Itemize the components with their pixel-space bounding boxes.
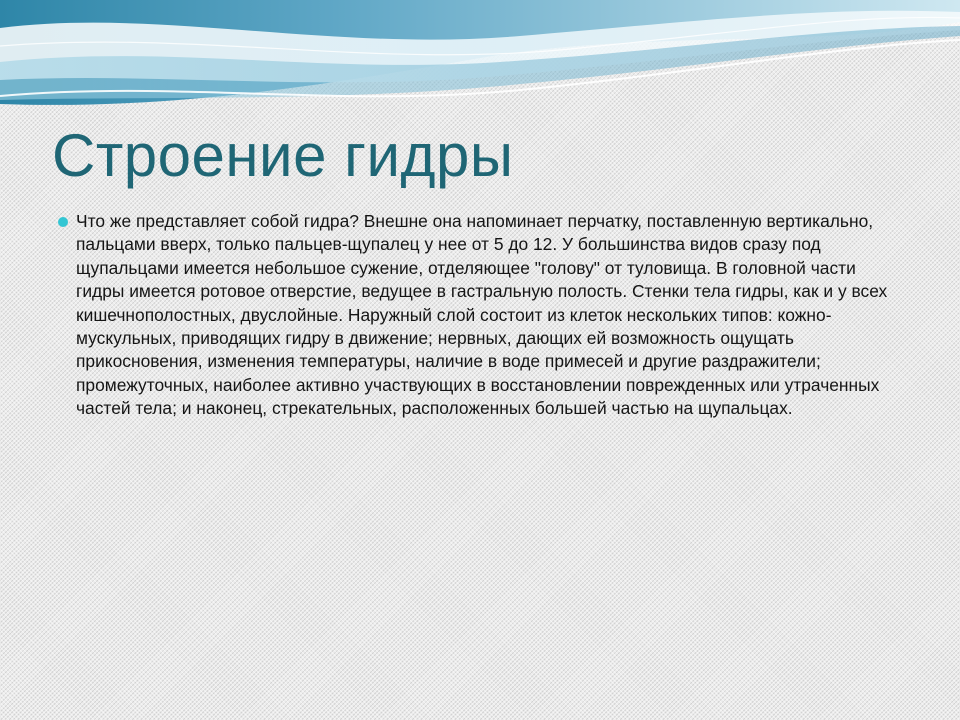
slide-title: Строение гидры (52, 122, 514, 189)
bullet-dot-icon (58, 217, 68, 227)
header-wave-decoration (0, 0, 960, 140)
bullet-item (58, 210, 908, 421)
slide-content (58, 210, 908, 421)
bullet-text: Что же представляет собой гидра? Внешне она напоминает перчатку, поставленную вертикально, пальцами вверх, только пальцев-щупалец у нее от 5 до 12. У большинства видов сразу под щупальцами имеется небольшое сужение, отделяющее "голову" от туловища. В головной части гидры имеется ротовое отверстие, ведущее в гастральную полость. Стенки тела гидры, как и у всех кишечнополостных, двуслойные. Наружный слой состоит из клеток нескольких типов: кожно-мускульных, приводящих гидру в движение; нервных, дающих ей возможность ощущать прикосновения, изменения температуры, наличие в воде примесей и другие раздражители; промежуточных, наиболее активно участвующих в восстановлении поврежденных или утраченных частей тела; и наконец, стрекательных, расположенных большей частью на щупальцах. (76, 211, 888, 419)
